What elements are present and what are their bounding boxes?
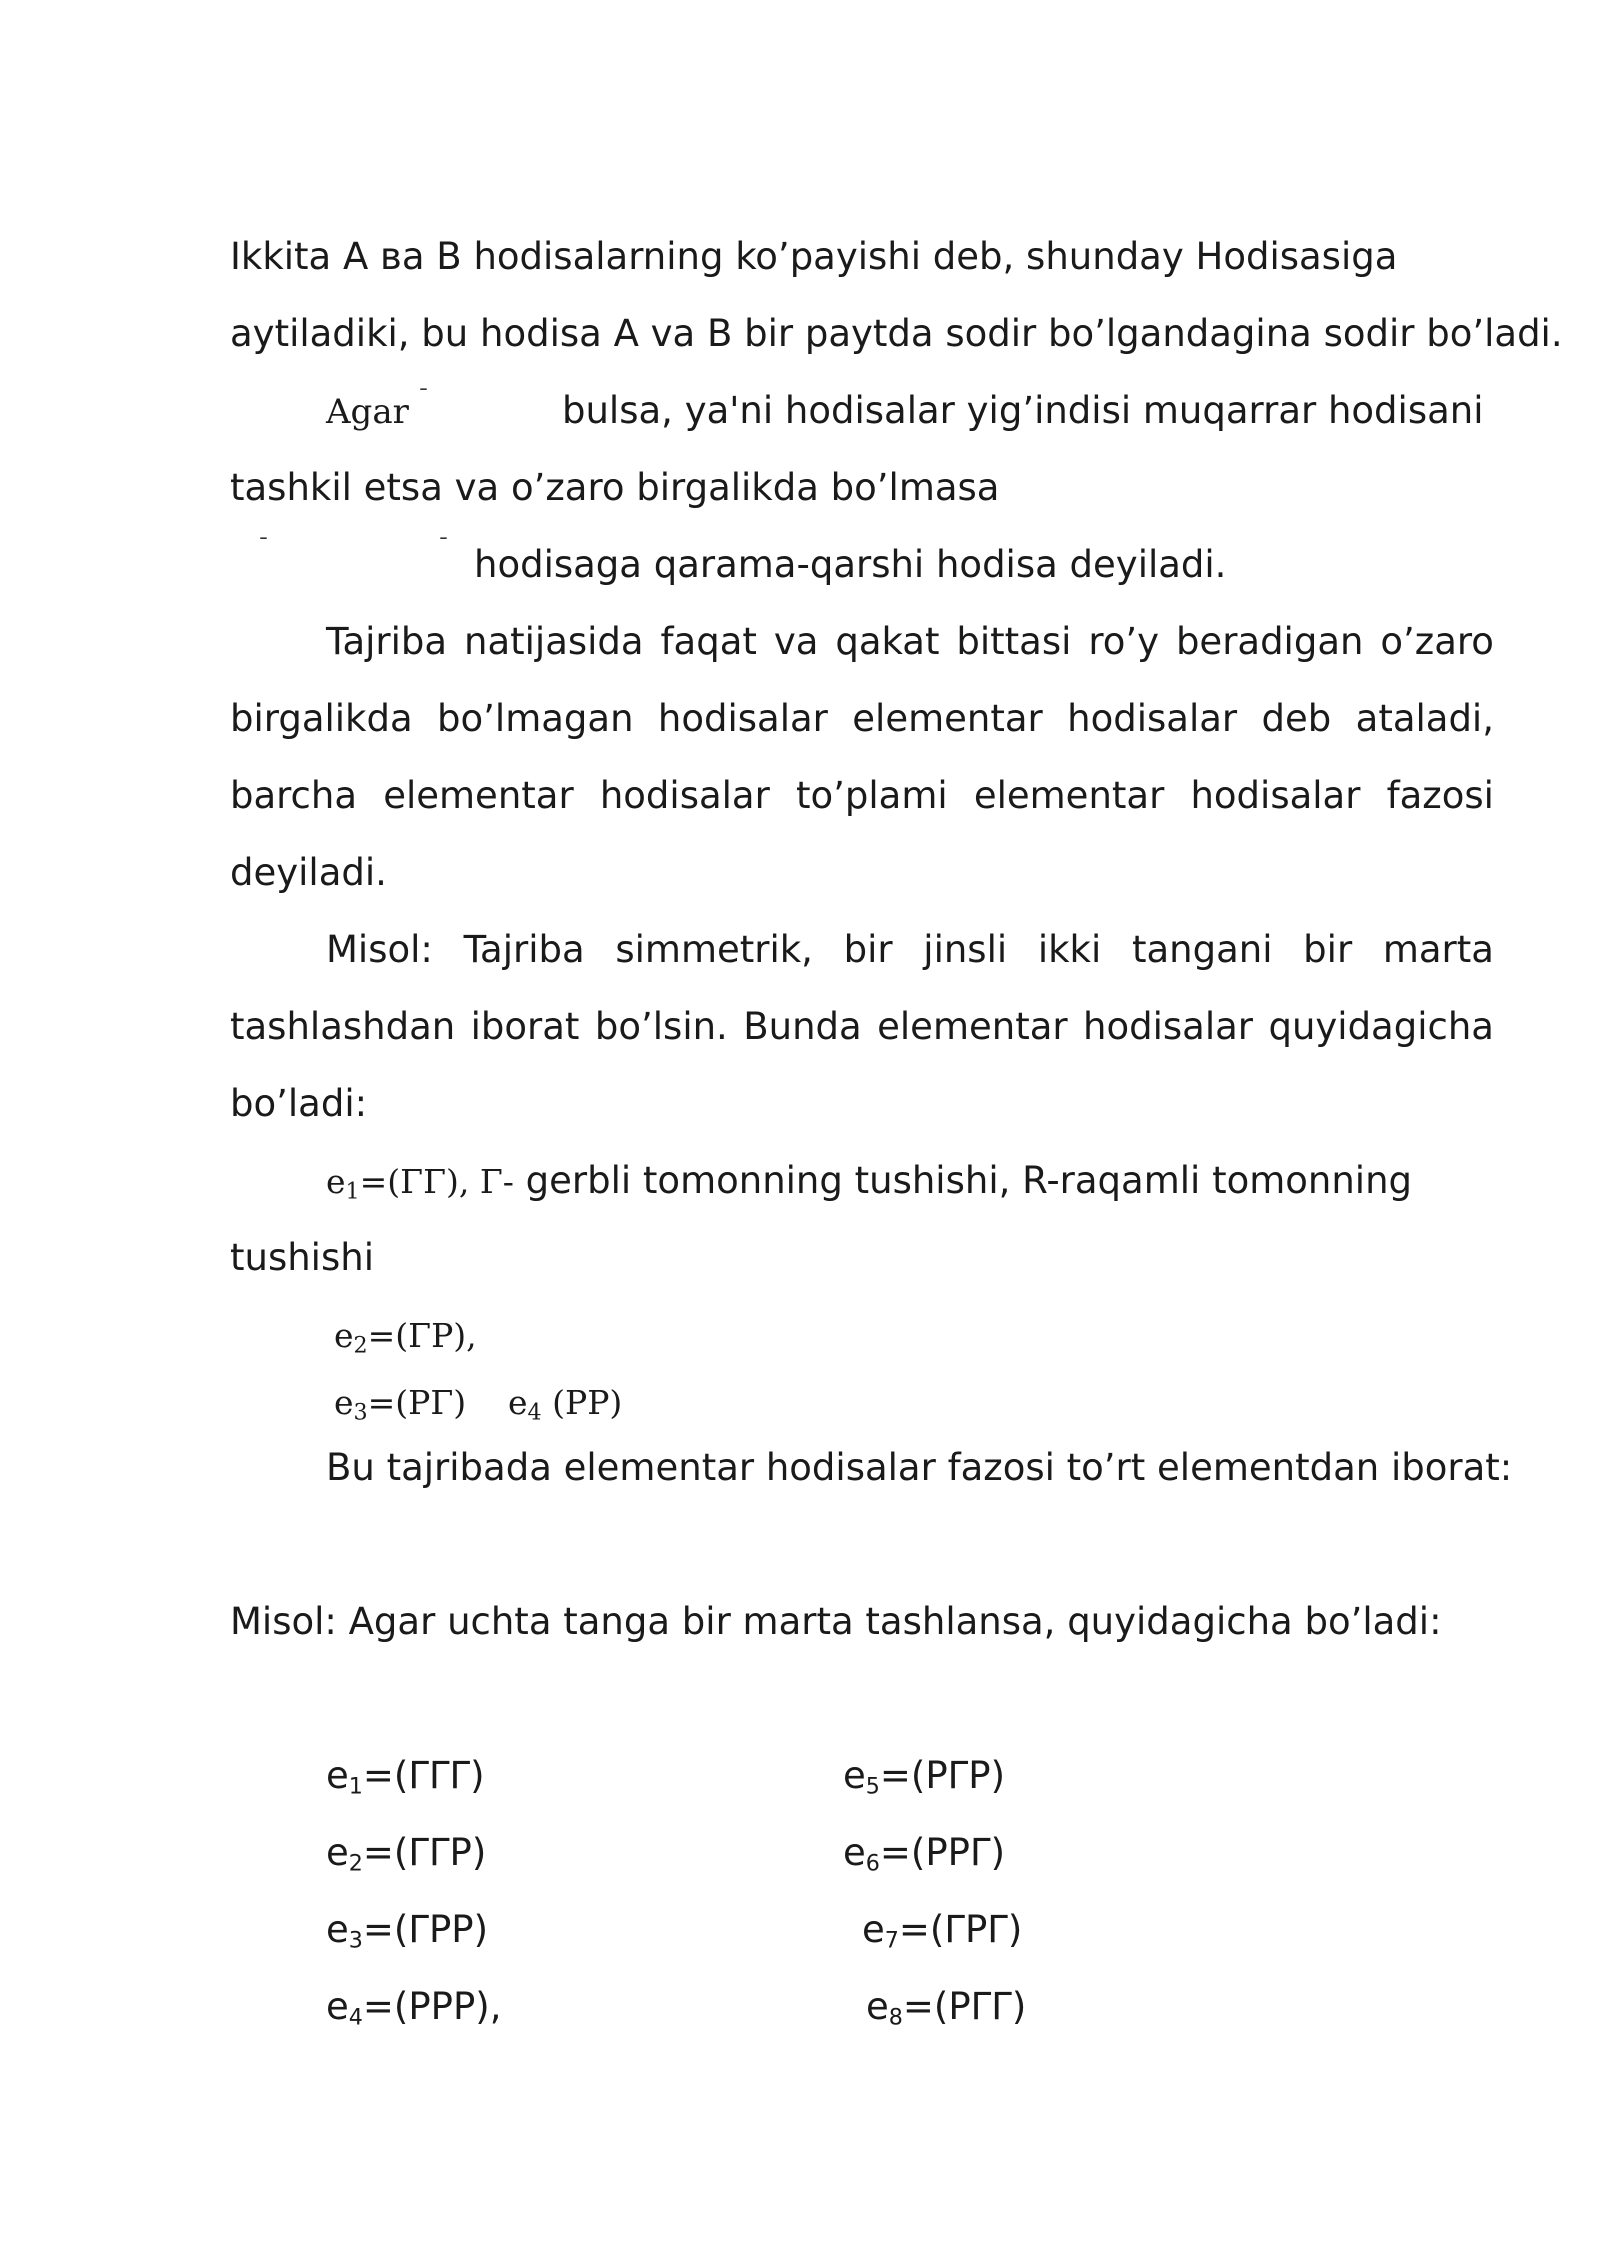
event-e4-value: (РР)	[541, 1383, 623, 1422]
event-e3-line	[334, 1380, 466, 1435]
three-coin-event-e5: $e_5=(Р\Gamma Р)$	[843, 1754, 1006, 1800]
paragraph-1-line-1: Ikkita A ва B hodisalarning ko’payishi deb, shunday Hodisasiga	[230, 235, 1398, 278]
three-coin-event-e6: $e_6=(РР\Gamma)$	[843, 1831, 1006, 1877]
word: natijasida	[464, 620, 644, 663]
word: hodisalar	[1067, 697, 1238, 740]
word: marta	[1382, 928, 1494, 971]
word: birgalikda	[230, 697, 413, 740]
word: ro’y	[1088, 620, 1160, 663]
word: iborat	[470, 1005, 580, 1048]
paragraph-4-line-2	[230, 1005, 1494, 1049]
word: qakat	[835, 620, 940, 663]
event-e1-serif: =(ΓΓ), Γ-	[359, 1162, 514, 1201]
event-e4-prefix: e	[508, 1383, 528, 1422]
event-e2-value: =(ΓР),	[367, 1316, 477, 1355]
three-coin-event-e2: $e_2=(\Gamma\Gamma Р)$	[326, 1831, 487, 1877]
word: faqat	[660, 620, 757, 663]
word: bittasi	[956, 620, 1072, 663]
event-e2-line	[334, 1313, 477, 1368]
word: elementar	[877, 1005, 1068, 1048]
word: simmetrik,	[615, 928, 813, 971]
word: quyidagicha	[1268, 1005, 1494, 1048]
word: jinsli	[923, 928, 1008, 971]
word: bir	[843, 928, 893, 971]
word: ikki	[1037, 928, 1102, 971]
event-e2-sub: 2	[353, 1332, 368, 1359]
word: bo’lsin.	[594, 1005, 728, 1048]
paragraph-4-line-1	[326, 928, 1494, 972]
word: tangani	[1131, 928, 1273, 971]
three-coin-event-e4: $e_4=(РРР)$,	[326, 1985, 502, 2031]
word: hodisalar	[599, 774, 770, 817]
three-coin-event-e7: $e_7=(\Gamma Р\Gamma)$	[862, 1908, 1023, 1954]
paragraph-2-line-3: hodisaga qarama-qarshi hodisa deyiladi.	[474, 543, 1227, 586]
paragraph-2-line-2: tashkil etsa va o’zaro birgalikda bo’lmasa	[230, 466, 1000, 509]
paragraph-3-line-3	[230, 774, 1494, 818]
word: hodisalar	[657, 697, 828, 740]
word: deb	[1261, 697, 1332, 740]
paragraph-4-line-3: bo’ladi:	[230, 1082, 368, 1125]
word: o’zaro	[1380, 620, 1494, 663]
event-e3-prefix: e	[334, 1383, 354, 1422]
three-coin-event-e8: $e_8=(Р\Gamma\Gamma)$	[866, 1985, 1027, 2031]
word: bo’lmagan	[437, 697, 634, 740]
word: hodisalar	[1083, 1005, 1254, 1048]
word: elementar	[383, 774, 574, 817]
paragraph-3-line-4: deyiladi.	[230, 851, 387, 894]
word: fazosi	[1386, 774, 1494, 817]
paragraph-3-line-2	[230, 697, 1494, 741]
overbar-mark: ¯	[258, 535, 269, 560]
overbar-mark: ¯	[418, 386, 429, 411]
word: Tajriba	[463, 928, 585, 971]
overbar-mark: ¯	[438, 535, 449, 560]
word: hodisalar	[1190, 774, 1361, 817]
word: elementar	[973, 774, 1165, 817]
word: Misol:	[326, 928, 433, 971]
event-e4-sub: 4	[527, 1399, 542, 1426]
word: to’plami	[795, 774, 948, 817]
word: bir	[1303, 928, 1353, 971]
word: beradigan	[1175, 620, 1364, 663]
event-e2-prefix: e	[334, 1316, 354, 1355]
paragraph-5: Bu tajribada elementar hodisalar fazosi to’rt elementdan iborat:	[326, 1446, 1513, 1489]
paragraph-6: Misol: Agar uchta tanga bir marta tashlansa, quyidagicha bo’ladi:	[230, 1600, 1442, 1643]
agar-word: Agar	[326, 392, 409, 432]
event-e1-line-2: tushishi	[230, 1236, 374, 1279]
word: va	[773, 620, 819, 663]
three-coin-event-e3: $e_3=(\Gamma РР)$	[326, 1908, 489, 1954]
three-coin-event-e1: $e_1=(\Gamma\Gamma\Gamma)$	[326, 1754, 485, 1800]
event-e3-sub: 3	[353, 1399, 368, 1426]
event-e1-text: gerbli tomonning tushishi, R-raqamli tomonning	[513, 1159, 1413, 1202]
event-e1-sub: 1	[345, 1178, 360, 1205]
word: Tajriba	[326, 620, 448, 663]
event-e4-line	[508, 1380, 622, 1435]
word: Bunda	[743, 1005, 862, 1048]
event-e1-line	[326, 1159, 1412, 1214]
event-e1-prefix: e	[326, 1162, 346, 1201]
word: ataladi,	[1355, 697, 1494, 740]
word: tashlashdan	[230, 1005, 456, 1048]
paragraph-1-line-2: aytiladiki, bu hodisa A va B bir paytda sodir bo’lgandagina sodir bo’ladi.	[230, 312, 1563, 355]
paragraph-3-line-1	[326, 620, 1494, 664]
word: elementar	[852, 697, 1043, 740]
event-e3-value: =(РΓ)	[367, 1383, 467, 1422]
word: barcha	[230, 774, 358, 817]
paragraph-2-line-1: bulsa, ya'ni hodisalar yig’indisi muqarrar hodisani	[562, 389, 1484, 432]
